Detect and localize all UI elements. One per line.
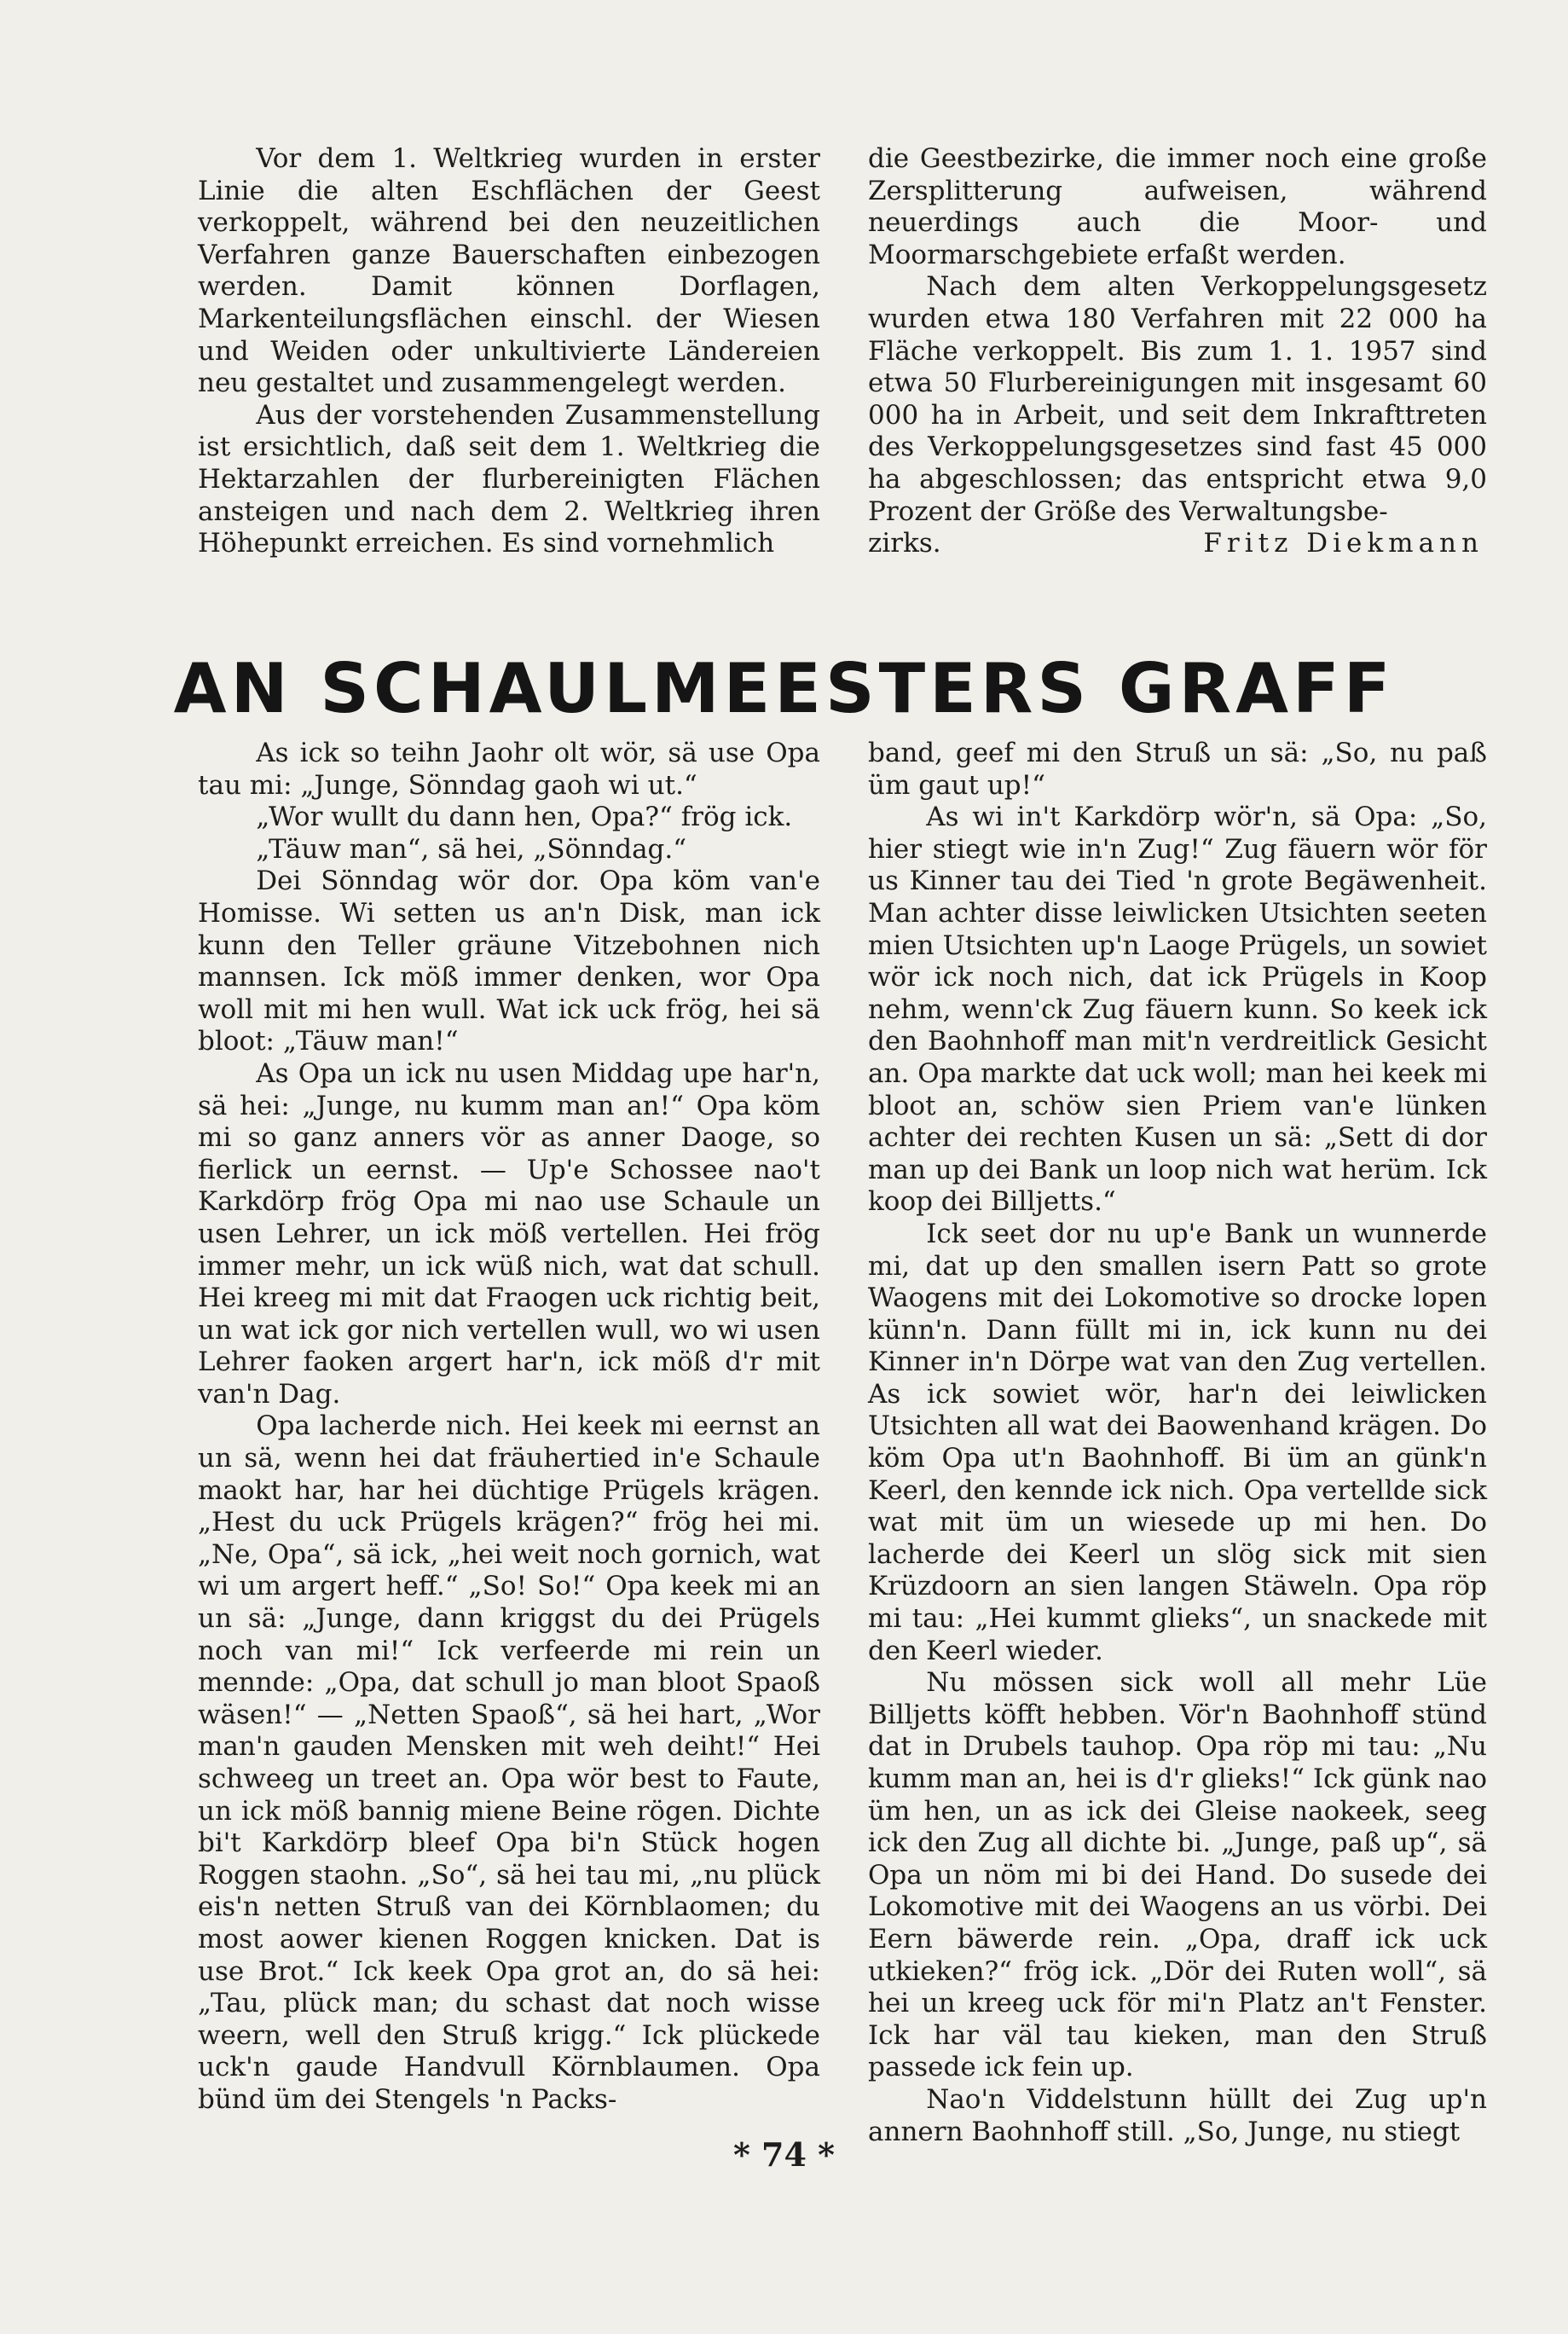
article1-right-column — [868, 143, 1487, 560]
story-paragraph: „Wor wullt du dann hen, Opa?“ frög ick. — [256, 802, 793, 833]
article1-paragraph: Aus der vorstehenden Zusammenstellung ist ersichtlich, daß seit dem 1. Weltkrieg die Hektarzahlen der flurbereinigten Flächen ansteigen und nach dem 2. Weltkrieg ihren Höhepunkt erreichen. Es sind vornehmlich — [198, 399, 820, 559]
author-signature: Fritz Diekmann — [1203, 528, 1484, 559]
story-paragraph: Nao'n Viddelstunn hüllt dei Zug up'n annern Baohnhoff still. „So, Junge, nu stiegt — [868, 2083, 1487, 2147]
page-number: * 74 * — [732, 2135, 836, 2174]
story-paragraph: „Täuw man“, sä hei, „Sönndag.“ — [256, 833, 687, 865]
last-word: zirks. — [868, 528, 941, 559]
article1-paragraph: Vor dem 1. Weltkrieg wurden in erster Linie die alten Eschflächen der Geest verkoppelt, während bei den neuzeitlichen Verfahren ganze Bauerschaften einbezogen werden. Damit können Dorflagen, Markenteilungsflächen einschl. der Wiesen und Weiden oder unkultivierte Ländereien neu gestaltet und zusammengelegt werden. — [198, 143, 820, 399]
signature-line — [868, 528, 1487, 560]
article-title: AN SCHAULMEESTERS GRAFF — [173, 649, 1395, 728]
story-paragraph-continuation: band, geef mi den Struß un sä: „So, nu paß üm gaut up!“ — [868, 738, 1487, 801]
story-paragraph: Ick seet dor nu up'e Bank un wunnerde mi, dat up den smallen isern Patt so grote Waogens mit dei Lokomotive so drocke lopen künn'n. Dann füllt mi in, ick kunn nu dei Kinner in'n Dörpe wat van den Zug vertellen. As ick sowiet wör, har'n dei leiwlicken Utsichten all wat dei Baowenhand krägen. Do köm Opa ut'n Baohnhoff. Bi üm an günk'n Keerl, den kennde ick nich. Opa vertellde sick wat mit üm un wiesede up mi hen. Do lacherde dei Keerl un slög sick mit sien Krüzdoorn an sien langen Stäweln. Opa röp mi tau: „Hei kummt glieks“, un snackede mit den Keerl wieder. — [868, 1218, 1487, 1666]
article1-left-column — [198, 143, 820, 560]
story-paragraph: Opa lacherde nich. Hei keek mi eernst an un sä, wenn hei dat fräuhertied in'e Schaule maokt har, har hei düchtige Prügels krägen. „Hest du uck Prügels krägen?“ frög hei mi. „Ne, Opa“, sä ick, „hei weit noch gornich, wat wi um argert heff.“ „So! So!“ Opa keek mi an un sä: „Junge, dann kriggst du dei Prügels noch van mi!“ Ick verfeerde mi rein un mennde: „Opa, dat schull jo man bloot Spaoß wäsen!“ — „Netten Spaoß“, sä hei hart, „Wor man'n gauden Mensken mit weh deiht!“ Hei schweeg un treet an. Opa wör best to Faute, un ick möß bannig miene Beine rögen. Dichte bi't Karkdörp bleef Opa bi'n Stück hogen Roggen staohn. „So“, sä hei tau mi, „nu plück eis'n netten Struß van dei Körnblaomen; du most aower kienen Roggen knicken. Dat is use Brot.“ Ick keek Opa grot an, do sä hei: „Tau, plück man; du schast dat noch wisse weern, well den Struß krigg.“ Ick plückede uck'n gaude Handvull Körnblaumen. Opa bünd üm dei Stengels 'n Packs- — [198, 1410, 820, 2115]
story-paragraph: Dei Sönndag wör dor. Opa köm van'e Homisse. Wi setten us an'n Disk, man ick kunn den Teller gräune Vitzebohnen nich mannsen. Ick möß immer denken, wor Opa woll mit mi hen wull. Wat ick uck frög, hei sä bloot: „Täuw man!“ — [198, 866, 820, 1057]
story-paragraph: Nu mössen sick woll all mehr Lüe Billjetts köfft hebben. Vör'n Baohnhoff stünd dat in Drubels tauhop. Opa röp mi tau: „Nu kumm man an, hei is d'r glieks!“ Ick günk nao üm hen, un as ick dei Gleise naokeek, seeg ick den Zug all dichte bi. „Junge, paß up“, sä Opa un nöm mi bi dei Hand. Do susede dei Lokomotive mit dei Waogens an us vörbi. Dei Eern bäwerde rein. „Opa, draff ick uck utkieken?“ frög ick. „Dör dei Ruten woll“, sä hei un kreeg uck för mi'n Platz an't Fenster. Ick har väl tau kieken, man den Struß passede ick fein up. — [868, 1667, 1487, 2083]
story-paragraph: As wi in't Karkdörp wör'n, sä Opa: „So, hier stiegt wie in'n Zug!“ Zug fäuern wör för us Kinner tau dei Tied 'n grote Begäwenheit. Man achter disse leiwlicken Utsichten seeten mien Utsichten up'n Laoge Prügels, un sowiet wör ick noch nich, dat ick Prügels in Koop nehm, wenn'ck Zug fäuern kunn. So keek ick den Baohnhoff man mit'n verdreitlick Gesicht an. Opa markte dat uck woll; man hei keek mi bloot an, schöw sien Priem van'e lünken achter dei rechten Kusen un sä: „Sett di dor man up dei Bank un loop nich wat herüm. Ick koop dei Billjetts.“ — [868, 802, 1487, 1218]
article1-paragraph-continuation: die Geestbezirke, die immer noch eine große Zersplitterung aufweisen, während neuerdings auch die Moor- und Moormarschgebiete erfaßt werden. — [868, 143, 1487, 270]
article2-left-column — [198, 738, 820, 2117]
article1-paragraph: Nach dem alten Verkoppelungsgesetz wurden etwa 180 Verfahren mit 22 000 ha Fläche verkoppelt. Bis zum 1. 1. 1957 sind etwa 50 Flurbereinigungen mit insgesamt 60 000 ha in Arbeit, und seit dem Inkrafttreten des Verkoppelungsgesetzes sind fast 45 000 ha abgeschlossen; das entspricht etwa 9,0 Prozent der Größe des Verwaltungsbe- — [868, 271, 1487, 527]
story-paragraph: As Opa un ick nu usen Middag upe har'n, sä hei: „Junge, nu kumm man an!“ Opa köm mi so ganz anners vör as anner Daoge, so fierlick un eernst. — Up'e Schossee nao't Karkdörp frög Opa mi nao use Schaule un usen Lehrer, un ick möß vertellen. Hei frög immer mehr, un ick wüß nich, wat dat schull. Hei kreeg mi mit dat Fraogen uck richtig beit, un wat ick gor nich vertellen wull, wo wi usen Lehrer faoken argert har'n, ick möß d'r mit van'n Dag. — [198, 1057, 820, 1410]
article2-right-column — [868, 738, 1487, 2148]
story-paragraph: As ick so teihn Jaohr olt wör, sä use Opa tau mi: „Junge, Sönndag gaoh wi ut.“ — [198, 738, 820, 801]
